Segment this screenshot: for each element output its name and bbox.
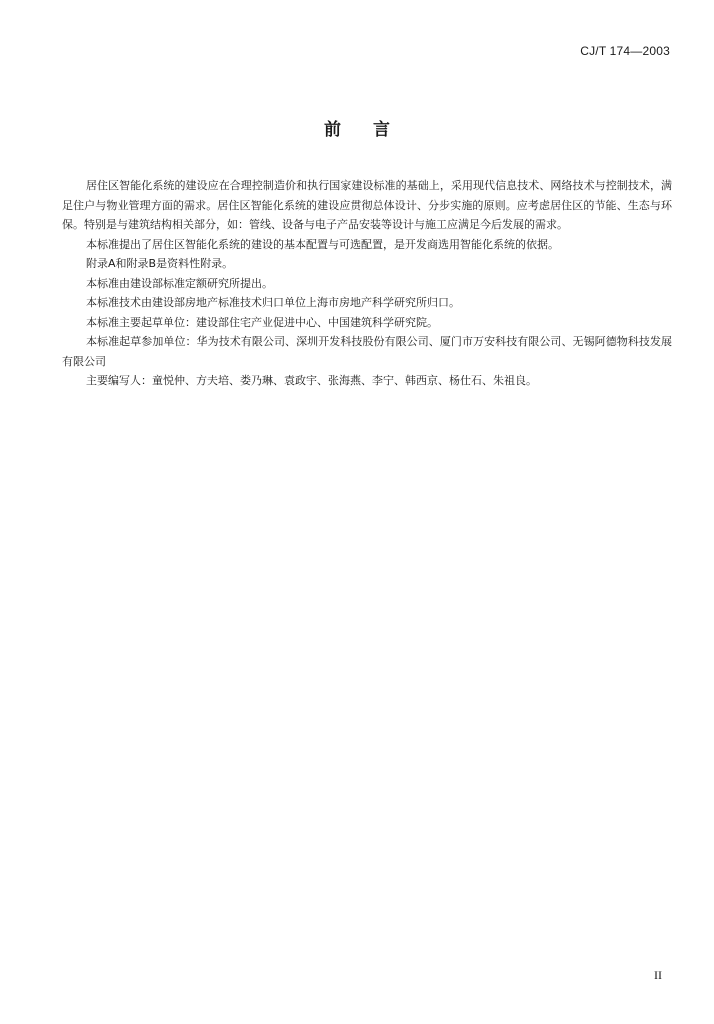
paragraph-proposer: 本标准由建设部标准定额研究所提出。 [86,276,273,290]
paragraph-appendix: 附录A和附录B是资料性附录。 [86,257,234,270]
page-title: 前言 [324,120,422,140]
standard-code: CJ/T 174—2003 [580,44,670,58]
paragraph-main-drafters: 本标准主要起草单位：建设部住宅产业促进中心、中国建筑科学研究院。 [86,315,438,329]
foreword-body [62,176,672,391]
paragraph-authors: 主要编写人：童悦仲、方夫培、娄乃琳、袁政宇、张海燕、李宁、韩西京、杨仕石、朱祖良。 [86,374,537,387]
page-number: II [654,968,662,982]
paragraph-participants: 本标准起草参加单位：华为技术有限公司、深圳开发科技股份有限公司、厦门市万安科技有限公司、无锡阿德物科技发展有限公司 [62,335,672,368]
paragraph-scope: 本标准提出了居住区智能化系统的建设的基本配置与可选配置，是开发商选用智能化系统的依据。 [86,237,559,251]
paragraph-intro: 居住区智能化系统的建设应在合理控制造价和执行国家建设标准的基础上，采用现代信息技术、网络技术与控制技术，满足住户与物业管理方面的需求。居住区智能化系统的建设应贯彻总体设计、分步实施的原则。应考虑居住区的节能、生态与环保。特别是与建筑结构相关部分，如：管线、设备与电子产品安装等设计与施工应满足今后发展的需求。 [62,179,672,231]
paragraph-technical-unit: 本标准技术由建设部房地产标准技术归口单位上海市房地产科学研究所归口。 [86,296,460,309]
